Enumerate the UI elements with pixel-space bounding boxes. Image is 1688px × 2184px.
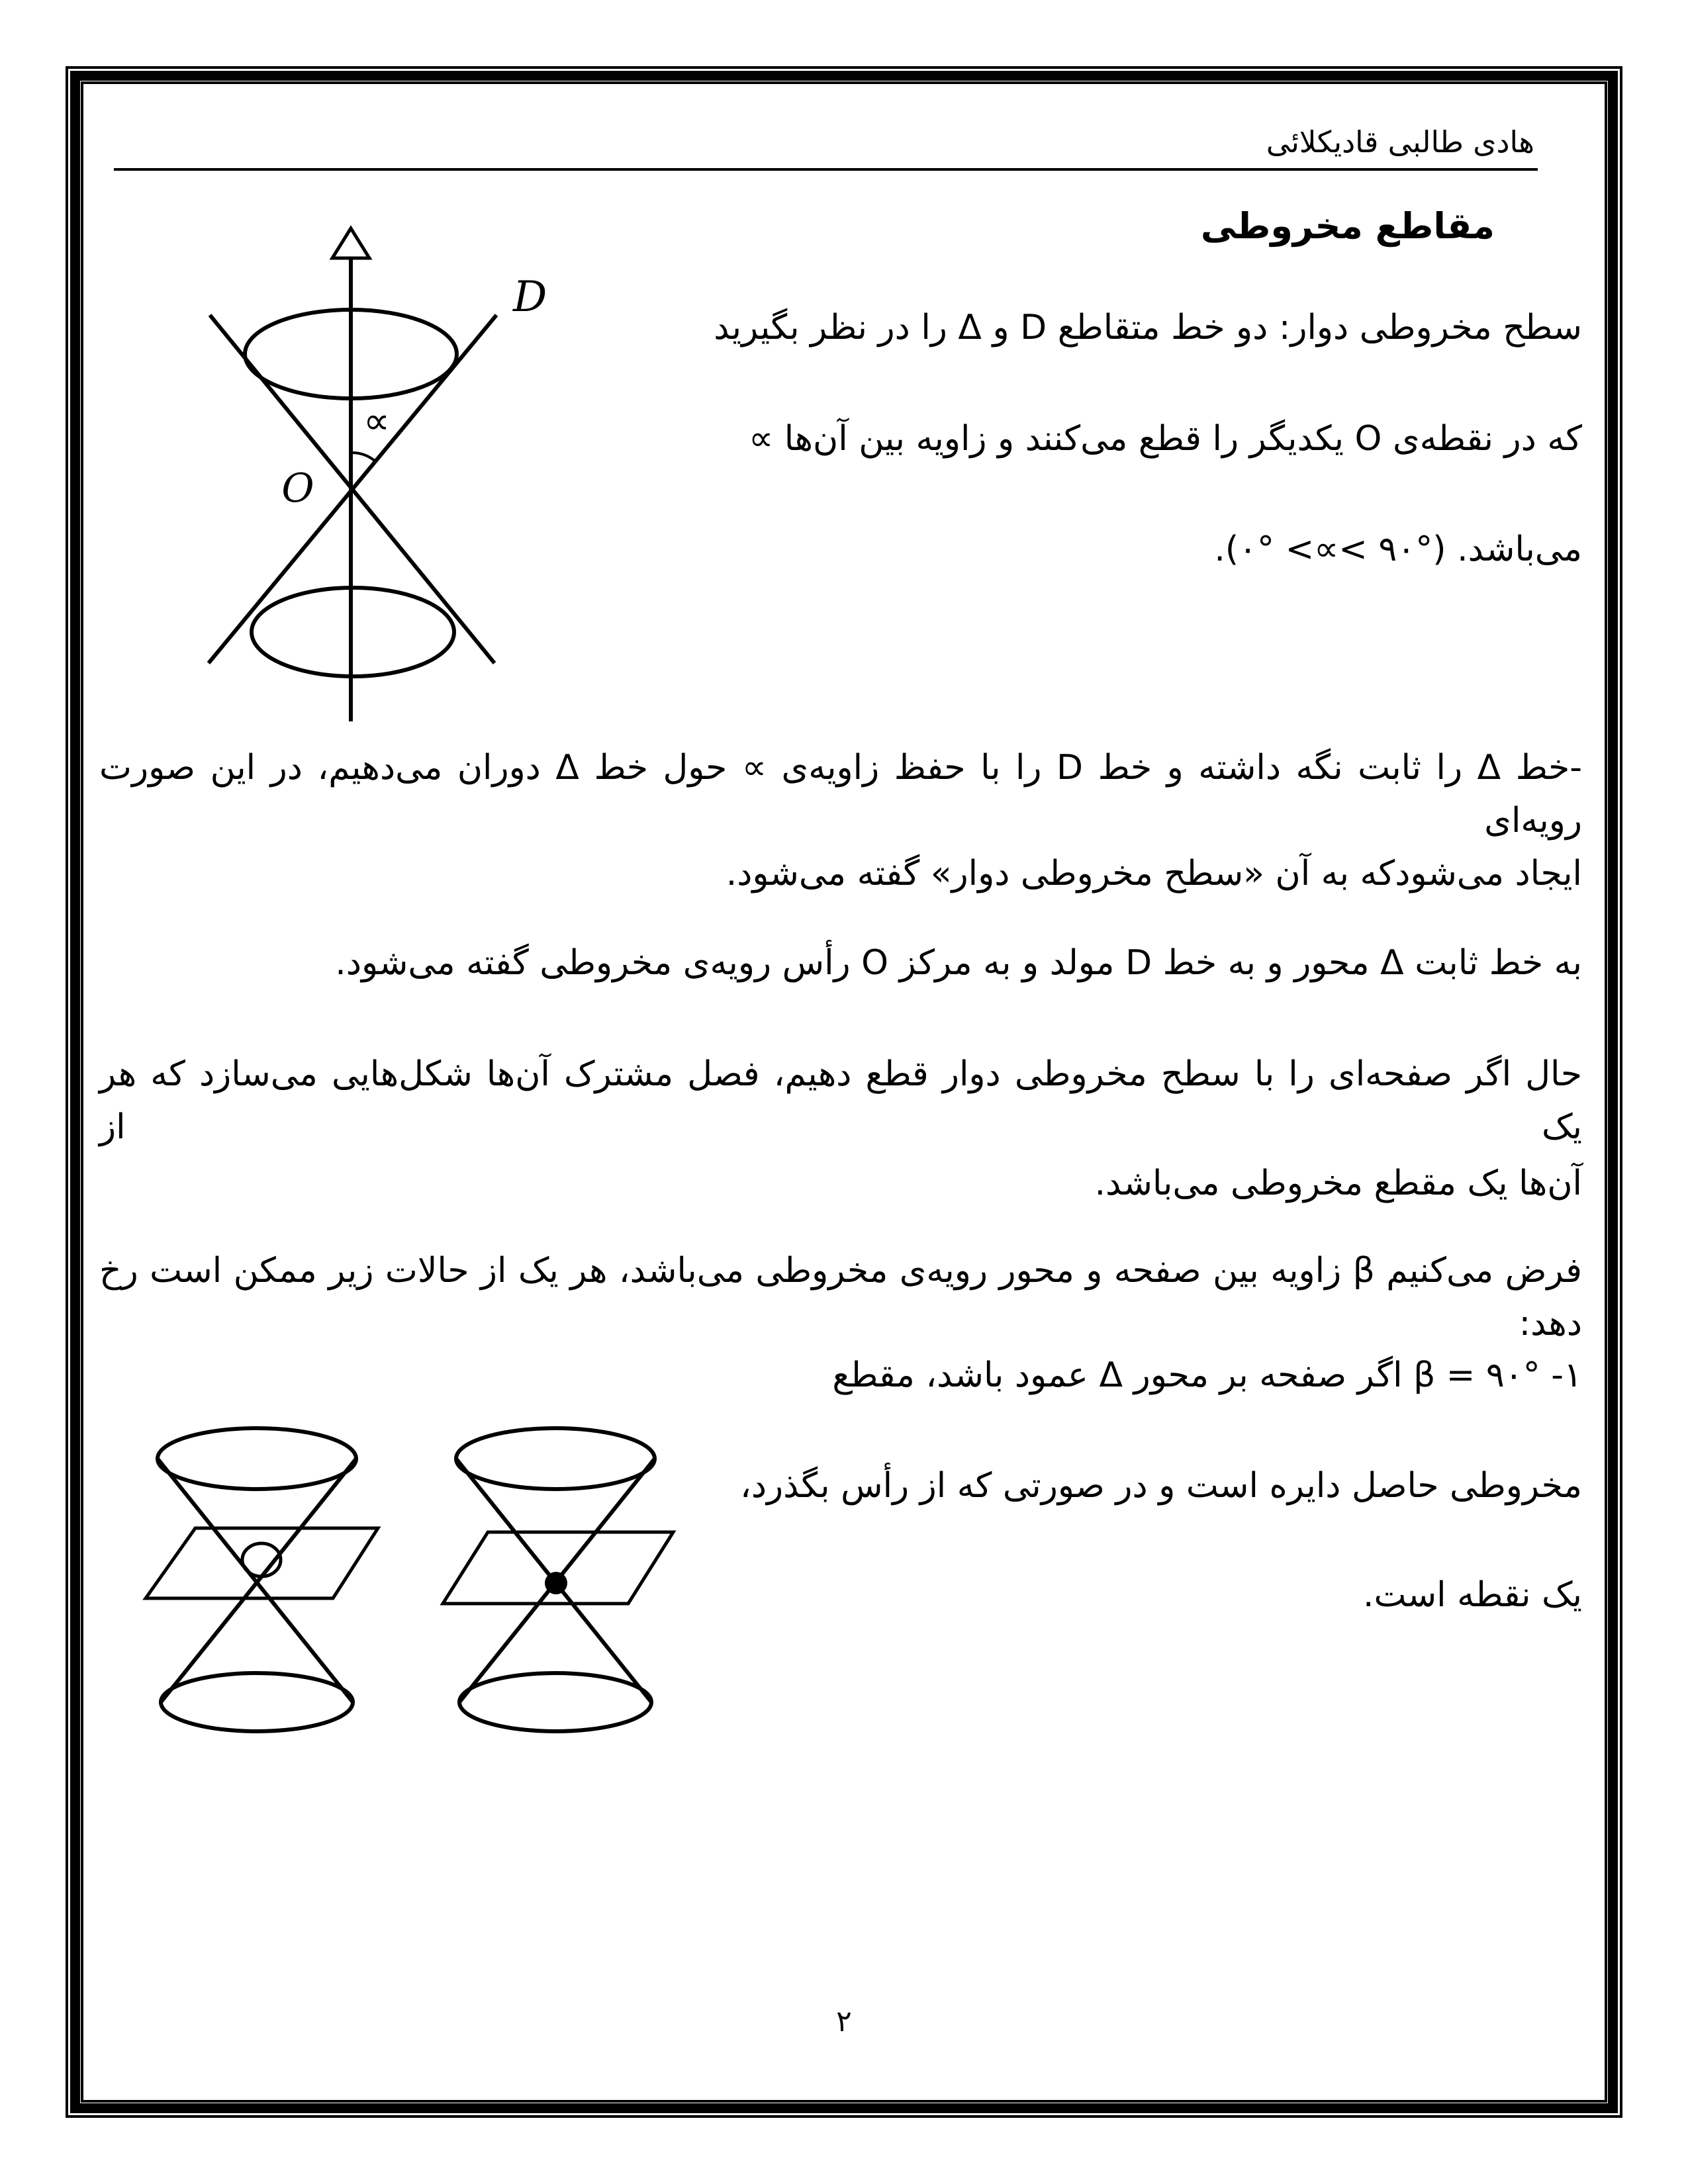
list-item-line: مخروطی حاصل دایره است و در صورتی که از رأس بگذرد،	[740, 1466, 1582, 1506]
page-number: ۲	[836, 2005, 852, 2038]
upper-cone-ellipse	[158, 1428, 356, 1489]
cone-plane-circle-diagram	[146, 1428, 378, 1731]
page-header-author: هادی طالبی قادیکلائی	[1266, 124, 1534, 159]
label-alpha: ∝	[363, 400, 391, 443]
cone-section-svg	[119, 1377, 695, 1747]
paragraph-line: فرض می‌کنیم β زاویه بین صفحه و محور رویه‌ی مخروطی می‌باشد، هر یک از حالات زیر ممکن است رخ دهد:	[99, 1251, 1582, 1343]
paragraph-line: به خط ثابت Δ محور و به خط D مولد و به مرکز O رأس رویه‌ی مخروطی گفته می‌شود.	[335, 943, 1582, 983]
lower-cone-ellipse	[161, 1673, 353, 1731]
paragraph-line: حال اگر صفحه‌ای را با سطح مخروطی دوار قطع دهیم، فصل مشترک آن‌ها شکل‌هایی می‌سازد که هر یک از	[99, 1054, 1582, 1147]
list-item-line: یک نقطه است.	[1363, 1575, 1582, 1615]
document-title: مقاطع مخروطی	[1200, 205, 1495, 247]
upper-cone-ellipse	[456, 1428, 655, 1489]
paragraph-line: که در نقطه‌ی O یکدیگر را قطع می‌کنند و زاویه بین آن‌ها ∝	[749, 419, 1582, 459]
double-cone-axis-svg	[185, 218, 556, 728]
lower-cone-ellipse	[459, 1673, 651, 1731]
label-d: D	[513, 273, 547, 322]
cone-generator-line	[161, 1459, 356, 1702]
double-cone-axis-diagram	[185, 218, 556, 728]
cone-plane-point-diagram	[443, 1428, 673, 1731]
cone-section-diagrams	[119, 1377, 695, 1747]
angle-arc	[352, 453, 375, 461]
paragraph-line: آن‌ها یک مقطع مخروطی می‌باشد.	[1094, 1163, 1582, 1203]
list-item-line: ۱- ⁦β = ۹۰°⁩ اگر صفحه بر محور Δ عمود باشد، مقطع	[832, 1355, 1582, 1395]
paragraph-line: سطح مخروطی دوار: دو خط متقاطع D و Δ را در نظر بگیرید	[714, 308, 1582, 347]
header-rule	[114, 168, 1538, 171]
paragraph-line: ایجاد می‌شودکه به آن «سطح مخروطی دوار» گفته می‌شود.	[726, 854, 1582, 893]
point-section	[545, 1572, 567, 1594]
cone-generator-line	[158, 1459, 353, 1702]
paragraph-line: می‌باشد. ⁦(۰° <∝< ۹۰°)⁩.	[1214, 529, 1582, 569]
label-o: O	[281, 465, 314, 512]
paragraph-line: -خط Δ را ثابت نگه داشته و خط D را با حفظ زاویه‌ی ∝ حول خط Δ دوران می‌دهیم، در این صورت رویه‌ای	[99, 748, 1582, 841]
axis-arrowhead-triangle	[332, 228, 369, 258]
